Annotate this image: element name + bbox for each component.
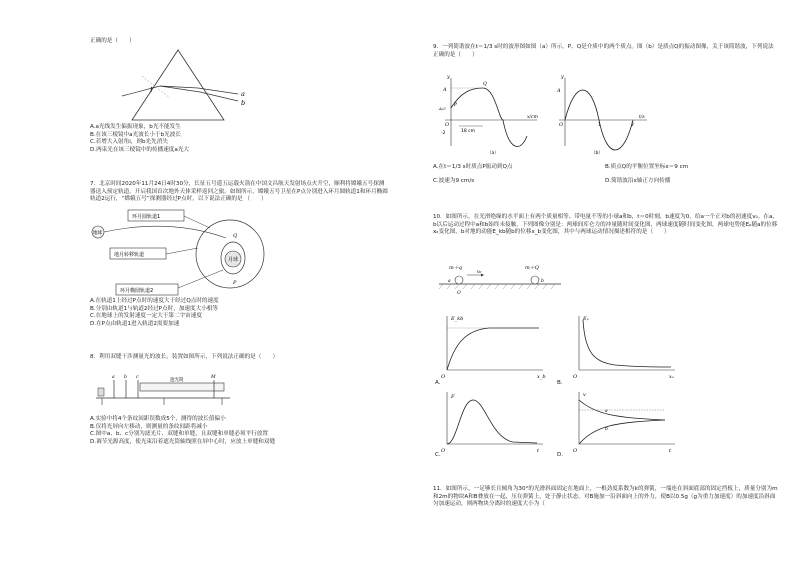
graph-a-option[interactable]: A. (435, 380, 441, 386)
point-q-label: Q (233, 233, 238, 239)
ball-b (531, 276, 539, 284)
q8-option-d[interactable]: D.调节光源高度，使光束沿着遮光筒轴线照在屏中心时，应放上单缝和双缝 (90, 438, 276, 445)
wave-a-x-label: x/cm (527, 115, 538, 120)
q6-option-a[interactable]: A.a光线发生偏振现象，b光不能发生 (90, 124, 181, 130)
label-box-1-text: 环月圆轨道1 (132, 214, 161, 220)
graph-a-y-label: E_kb (451, 316, 464, 322)
wave-b-t-label: t/s (639, 115, 645, 120)
shield-tube (140, 383, 224, 391)
left-column (90, 36, 390, 476)
q7-stem-tail: （ ） (244, 196, 267, 203)
q8-option-c[interactable]: C.图中a、b、c分别为滤光片、双缝和单缝，且双缝和单缝必须平行放置 (90, 431, 268, 438)
q6-stem-tail: 正确的是（ ） (90, 38, 135, 44)
label-c: c (136, 375, 139, 380)
label-b: b (124, 375, 127, 380)
wave-a-caption: （a） (487, 151, 499, 156)
wave-a-neg: -2 (441, 131, 446, 136)
q7-options (90, 298, 219, 328)
moon-label: 月球 (228, 257, 239, 263)
graph-c-curve (447, 400, 537, 444)
q7-option-d[interactable]: D.在P点由轨道1进入轨道2需要加速 (90, 320, 180, 327)
q9-stem: 9．一列简谐波在t＝1/3 s时的波形图如图（a）所示，P、Q是介质中的两个质点。图（b）是质点Q的振动图像，关于该简谐波，下列说法正确的是（ ） (433, 44, 774, 58)
q6-option-d[interactable]: D.两束光在该三棱镜中的传播速度a光大 (90, 146, 190, 153)
leader-1 (184, 216, 210, 228)
a-label: a (448, 279, 451, 284)
left-charge-label: m＋q (449, 265, 462, 271)
q7-option-c[interactable]: C.在地球上的发射速度一定大于第二宇宙速度 (90, 313, 202, 320)
wave-a-q-label: Q (483, 82, 487, 87)
graph-b-option[interactable]: B. (557, 380, 563, 386)
label-box-3-text: 环月椭圆轨道2 (120, 288, 154, 294)
graph-d-curve-b (579, 420, 665, 444)
q6-option-c[interactable]: C.若增大入射角i，则b光先消失 (90, 139, 168, 146)
earth-label: 地球 (93, 231, 102, 236)
b-label: b (541, 279, 544, 284)
q9-option-d[interactable]: D.简谐波沿x轴正方向传播 (605, 177, 671, 184)
graph-c (433, 388, 553, 454)
q8-stem: 8．利用双缝干涉测量光的波长，装置如图所示，下列说法正确的是（ ） (90, 354, 279, 360)
q6-options (90, 124, 189, 154)
orbit-figure (90, 208, 280, 300)
label-a: a (112, 375, 115, 380)
graph-c-option[interactable]: C. (435, 452, 441, 458)
label-m: M (211, 375, 216, 380)
wave-a-distance: 18 cm (461, 129, 476, 134)
q6-option-b[interactable]: B.在该三棱镜中a光波长小于b光波长 (90, 131, 181, 138)
leader-2 (166, 248, 198, 254)
graph-d-b-label: b (605, 427, 608, 432)
wave-b-caption: （b） (591, 151, 603, 156)
origin-label: O (457, 291, 461, 296)
v0-label: v₀ (477, 270, 482, 275)
graph-d-origin: O (573, 448, 578, 454)
wave-graph-b (551, 72, 661, 156)
velocity-arrowhead (481, 274, 484, 277)
graph-a-curve (447, 328, 539, 370)
ball-a (455, 276, 463, 284)
graph-d-x-label: t (669, 448, 672, 454)
q7-option-b[interactable]: B.分别由轨道1与轨道2经过P点时，加速度大小相等 (90, 305, 218, 312)
graph-a-x-label: x_b (537, 374, 546, 380)
graph-a (433, 312, 553, 380)
graph-d (565, 388, 685, 454)
wave-a-amp-label: A (443, 87, 447, 93)
q9-option-b[interactable]: B.质点Q的平衡位置坐标x＝9 cm (605, 164, 689, 170)
wave-b-t2: 2 (631, 123, 634, 128)
graph-d-y-label: v (583, 392, 586, 398)
graph-d-option[interactable]: D. (557, 452, 564, 458)
wave-a-half-label: A/2 (439, 106, 446, 111)
q7-option-a[interactable]: A.在轨道1上经过P点时的速度大于经过Q点时的速度 (90, 298, 219, 304)
wave-a-p-label: P (454, 103, 458, 108)
graph-a-origin: O (441, 374, 446, 380)
q10-stem: 10．如图所示，在光滑绝缘的水平面上有两个质量相等、带电量不等的小球a和b，t＝0时刻，b速度为0，给a一个正对b的初速度v₀。在a、b以后运动过程中a和b始终未接触，下列图像分别是：两球间库仑力的冲量随时间变化图，两球速度随时间变化图，两球电势能Eₚ随a的位移xₐ变化图，b对地的动能E_kb随b的位移x_b变化图，其中与两球运动情况描述相符的是（ ） (433, 214, 778, 236)
light-source (98, 388, 104, 396)
graph-b (565, 312, 685, 380)
prism-figure (120, 48, 300, 126)
right-charge-label: m＋Q (525, 265, 539, 271)
double-slit-apparatus (94, 368, 254, 408)
graph-b-origin: O (573, 374, 578, 380)
wave-a-origin: O (445, 122, 450, 128)
q8-option-a[interactable]: A.实验中将4个条纹间距误数成5个，测得的波长值偏小 (90, 416, 226, 422)
q9-option-a[interactable]: A.在t＝1/3 s时质点P振动到Q点 (433, 164, 513, 170)
graph-b-x-label: xₐ (669, 374, 674, 380)
q11-stem: 11．如图所示，一足够长且倾角为30°的光滑斜面固定在地面上，一根劲度系数为k的弹簧，一端连在斜面底部的固定挡板上，质量分别为m和2m的物块A和B叠放在一起，压在弹簧上，处于静止状态。对B施加一沿斜面向上的外力，使B以0.5g（g为重力加速度）的加速度沿斜面匀加速运动，则两物块分离时的速度大小为（ (433, 486, 778, 508)
prism-outline (132, 50, 224, 120)
wave-b-t1: 1 (598, 123, 601, 128)
right-column (433, 36, 778, 526)
q7-stem-text: 7．北京时间2020年11月24日4时30分，长征五号遥五运载火箭在中国文昌航天发射场点火升空，顺利将嫦娥五号探测器送入预定轨道，开启我国首次地外天体采样返回之旅。如图所示，嫦娥五号卫星在P点分别进入环月圆轨道1和环月椭圆轨道2运行，“嫦娥五号”探测器经过P点时，以下说法正确的是 (90, 181, 388, 203)
graph-b-curve (583, 320, 671, 367)
graph-b-y-label: Eₚ (583, 316, 589, 322)
q7-stem (90, 181, 390, 204)
graph-d-a-label: a (605, 409, 608, 414)
incident-label: I (150, 87, 153, 94)
q9-options (433, 164, 778, 185)
graph-c-y-label: F (451, 394, 455, 400)
graph-c-origin: O (441, 448, 446, 454)
wave-b-y-label: y (561, 74, 564, 80)
label-box-2-text: 地月转移轨道 (114, 252, 145, 258)
wave-b-amp-label: A (557, 88, 561, 94)
ray-a-label: a (241, 90, 245, 98)
wave-b-origin: O (559, 122, 564, 128)
ray-b-label: b (241, 99, 246, 107)
graph-c-x-label: t (537, 448, 540, 454)
q8-option-b[interactable]: B.仅将光屏向左移动，则测量的条纹间距将减小 (90, 423, 208, 430)
label-tube: 遮光筒 (170, 378, 184, 383)
q8-options (90, 416, 275, 446)
wave-a-y-label: y (447, 74, 450, 80)
q9-option-c[interactable]: C.波速为9 cm/s (433, 177, 475, 184)
wave-curve (451, 88, 527, 147)
q10-setup (437, 262, 567, 296)
wave-graph-a (437, 72, 557, 156)
incident-ray (122, 86, 160, 96)
point-p-label: P (233, 280, 237, 286)
